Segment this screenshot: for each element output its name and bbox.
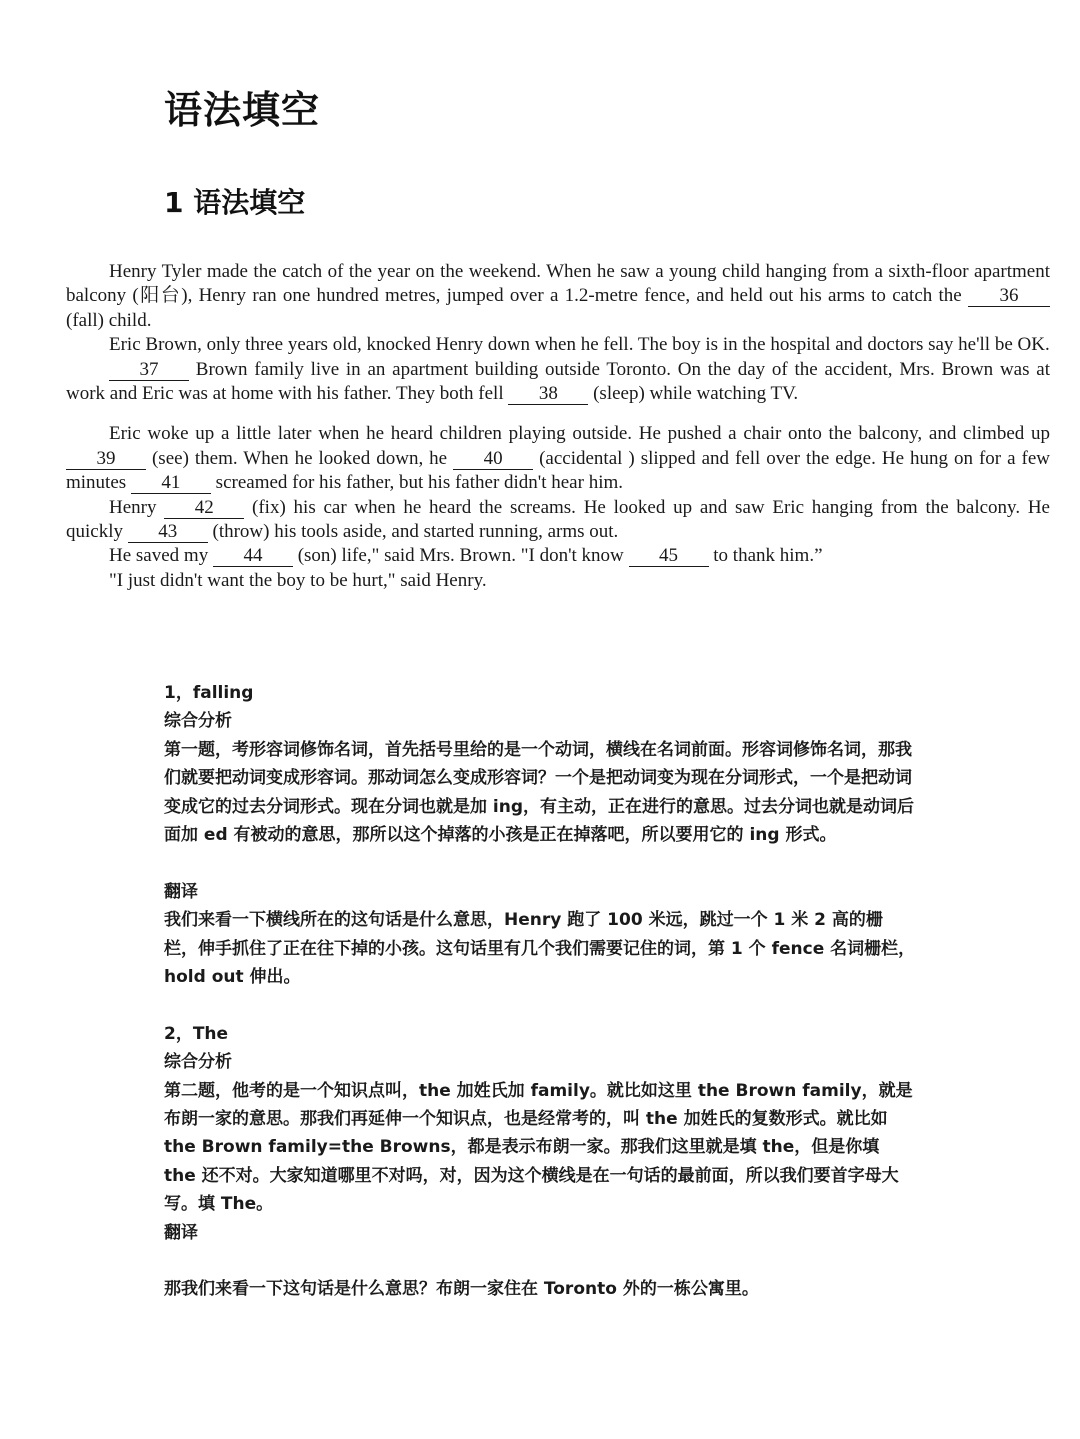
- blank-42: 42: [164, 498, 244, 519]
- translation-heading-2: 翻译: [164, 1222, 198, 1243]
- translation-text-1: 我们来看一下横线所在的这句话是什么意思，Henry 跑了 100 米远，跳过一个 1 米 2 高的栅栏，伸手抓住了正在往下掉的小孩。这句话里有几个我们需要记住的词，第 1 个 fence 名词栅栏， hold out 伸出。: [164, 910, 916, 988]
- analysis-text-2: 第二题，他考的是一个知识点叫，the 加姓氏加 family。就比如这里 the Brown family，就是布朗一家的意思。那我们再延伸一个知识点，也是经常考的，叫 the 加姓氏的复数形式。就比如 the Brown family=the Browns，都是表示布朗一家。那我们这里就是填 the，但是你填 the 还不对。大家知道哪里不对吗，对，因为这个横线是在一句话的最前面，所以我们要首字母大写。填 The。: [164, 1080, 913, 1215]
- passage-text: (fix) his car when he heard the screams. He looked up and saw Eric hanging from the balcony. He quickly: [66, 496, 1050, 543]
- passage-paragraph-5: [66, 496, 1050, 545]
- passage-text: (accidental ) slipped and fell over the edge. He hung on for a few minutes: [66, 447, 1050, 494]
- passage-text: He saved my: [109, 545, 213, 567]
- passage-text: (see) them. When he looked down, he: [146, 447, 454, 469]
- blank-43: 43: [128, 522, 208, 543]
- spacer: [164, 991, 916, 1019]
- passage-paragraph-3: [66, 358, 1050, 407]
- passage-text: "I just didn't want the boy to be hurt," said Henry.: [109, 569, 487, 591]
- passage-paragraph-4: [66, 422, 1050, 495]
- blank-41: 41: [131, 473, 211, 494]
- page-title: 语法填空: [164, 88, 321, 132]
- passage-text: Brown family live in an apartment building outside Toronto. On the day of the accident, Mrs. Brown was at work and Eric was at home with his father. They both fell: [66, 358, 1050, 405]
- blank-40: 40: [453, 449, 533, 470]
- reading-passage: [66, 260, 1050, 593]
- answer-analysis: [164, 679, 916, 1304]
- analysis-text-1: 第一题，考形容词修饰名词，首先括号里给的是一个动词，横线在名词前面。形容词修饰名词，那我们就要把动词变成形容词。那动词怎么变成形容词？一个是把动词变为现在分词形式，一个是把动词变成它的过去分词形式。现在分词也就是加 ing，有主动，正在进行的意思。过去分词也就是动词后面加 ed 有被动的意思，那所以这个掉落的小孩是正在掉落吧，所以要用它的 ing 形式。: [164, 739, 915, 846]
- analysis-heading-1: 综合分析: [164, 711, 232, 732]
- passage-text: Eric woke up a little later when he heard children playing outside. He pushed a chair onto the balcony, and climbed up: [109, 423, 1050, 445]
- passage-text: (son) life," said Mrs. Brown. "I don't know: [292, 545, 629, 567]
- blank-38: 38: [508, 384, 588, 405]
- blank-39: 39: [66, 449, 146, 470]
- passage-text: to thank him.”: [708, 545, 823, 567]
- blank-37: 37: [109, 360, 189, 381]
- blank-36: 36: [968, 286, 1050, 307]
- passage-paragraph-1: [66, 260, 1050, 333]
- answer-1: 1，falling: [164, 683, 254, 703]
- blank-45: 45: [629, 546, 709, 567]
- passage-paragraph-6: [66, 544, 1050, 568]
- spacer: [164, 849, 916, 877]
- passage-text: Eric Brown, only three years old, knocked Henry down when he fell. The boy is in the hospital and doctors say he'll be OK.: [109, 334, 1050, 356]
- passage-text: (fall) child.: [66, 309, 152, 331]
- passage-text: Henry: [109, 496, 165, 518]
- passage-text: Henry Tyler made the catch of the year on the weekend. When he saw a young child hanging from a sixth-floor apartment balcony (阳台), Henry ran one hundred metres, jumped over a 1.2-metre fence, and held out his arms to catch the: [66, 261, 1050, 307]
- passage-paragraph-7: [66, 569, 1050, 593]
- translation-heading-1: 翻译: [164, 881, 198, 902]
- passage-text: (sleep) while watching TV.: [588, 383, 799, 405]
- passage-paragraph-2: [66, 333, 1050, 357]
- passage-text: screamed for his father, but his father didn't hear him.: [210, 472, 624, 494]
- analysis-heading-2: 综合分析: [164, 1052, 232, 1073]
- answer-2: 2，The: [164, 1023, 229, 1044]
- section-title: 1 语法填空: [164, 186, 306, 219]
- passage-text: (throw) his tools aside, and started running, arms out.: [207, 521, 619, 543]
- spacer: [164, 1247, 916, 1275]
- translation-text-2: 那我们来看一下这句话是什么意思？布朗一家住在 Toronto 外的一栋公寓里。: [164, 1279, 759, 1300]
- blank-44: 44: [213, 546, 293, 567]
